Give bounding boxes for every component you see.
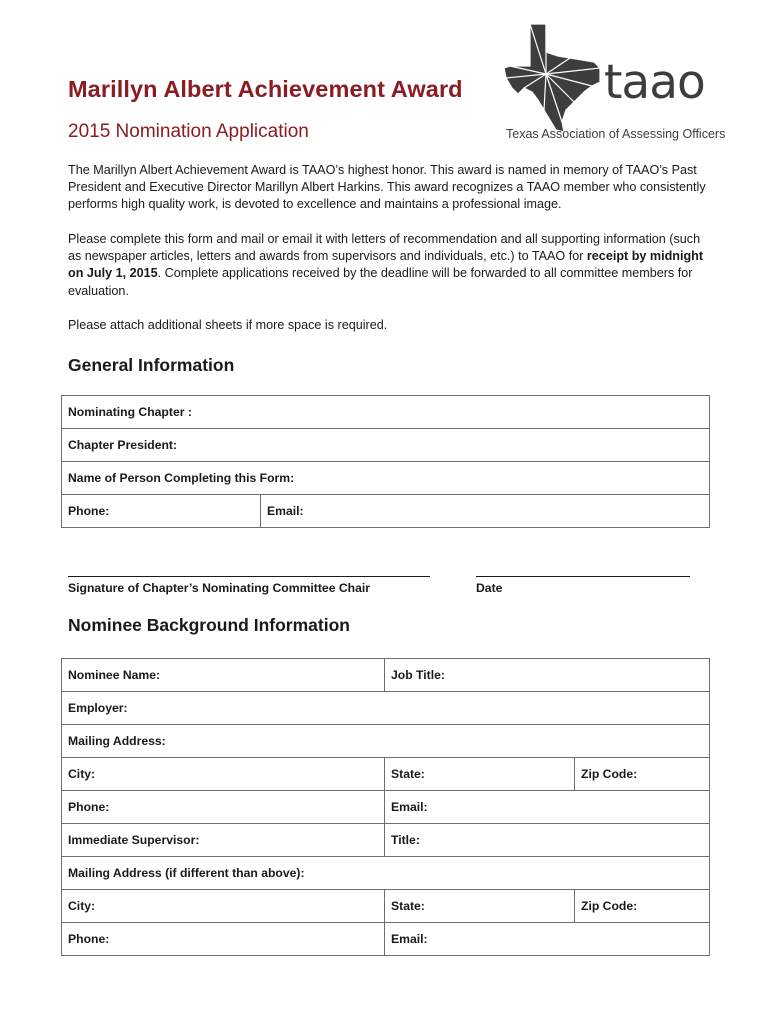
zip-code-2-field[interactable]: Zip Code: [575,890,710,923]
logo-tagline: Texas Association of Assessing Officers [506,127,726,141]
nominee-email-field[interactable]: Email: [385,791,710,824]
table-row [62,396,710,429]
table-row [62,890,710,923]
email-field[interactable]: Email: [261,495,710,528]
deadline-text: receipt by midnight on July 1, 2015 [68,249,704,281]
signature-line[interactable] [68,576,430,577]
general-information-table [61,395,710,528]
nominee-background-heading: Nominee Background Information [68,615,350,635]
table-row [62,692,710,725]
supervisor-title-field[interactable]: Title: [385,824,710,857]
city-field[interactable]: City: [62,758,385,791]
general-information-heading: General Information [68,355,235,375]
email-2-field[interactable]: Email: [385,923,710,956]
intro-paragraph-1: The Marillyn Albert Achievement Award is TAAO’s highest honor. This award is named in memory of TAAO’s Past President and Executive Director Marillyn Albert Harkins. This award recognizes a TAAO member who consistently performs high quality work, is devoted to excellence and maintains a professional image. [68,163,706,212]
table-row [62,857,710,890]
table-row [62,758,710,791]
phone-2-field[interactable]: Phone: [62,923,385,956]
texas-map-icon [500,22,612,134]
page-subtitle: 2015 Nomination Application [68,121,309,142]
signature-label: Signature of Chapter’s Nominating Committee Chair [68,581,371,595]
nominee-name-field[interactable]: Nominee Name: [62,659,385,692]
intro-paragraph-2-text: Please complete this form and mail or email it with letters of recommendation and all supporting information (such as newspaper articles, letters and awards from supervisors and individuals, etc.) to TAAO for [68,232,701,264]
person-completing-field[interactable]: Name of Person Completing this Form: [62,462,710,495]
employer-field[interactable]: Employer: [62,692,710,725]
intro-paragraph-2-end: . Complete applications received by the deadline will be forwarded to all committee members for evaluation. [68,266,693,298]
city-2-field[interactable]: City: [62,890,385,923]
state-field[interactable]: State: [385,758,575,791]
table-row [62,462,710,495]
table-row [62,824,710,857]
nominee-background-table [61,658,710,956]
page-title: Marillyn Albert Achievement Award [68,76,463,102]
date-line[interactable] [476,576,690,577]
nominee-phone-field[interactable]: Phone: [62,791,385,824]
job-title-field[interactable]: Job Title: [385,659,710,692]
table-row [62,495,710,528]
nominating-chapter-field[interactable]: Nominating Chapter : [62,396,710,429]
immediate-supervisor-field[interactable]: Immediate Supervisor: [62,824,385,857]
logo-name: taao [604,55,705,110]
table-row [62,791,710,824]
table-row [62,923,710,956]
table-row [62,725,710,758]
intro-paragraph-3: Please attach additional sheets if more space is required. [68,318,388,332]
alt-mailing-address-field[interactable]: Mailing Address (if different than above): [62,857,710,890]
date-label: Date [476,581,503,595]
table-row [62,659,710,692]
chapter-president-field[interactable]: Chapter President: [62,429,710,462]
mailing-address-field[interactable]: Mailing Address: [62,725,710,758]
intro-paragraph-2 [68,231,708,300]
zip-code-field[interactable]: Zip Code: [575,758,710,791]
phone-field[interactable]: Phone: [62,495,261,528]
table-row [62,429,710,462]
state-2-field[interactable]: State: [385,890,575,923]
